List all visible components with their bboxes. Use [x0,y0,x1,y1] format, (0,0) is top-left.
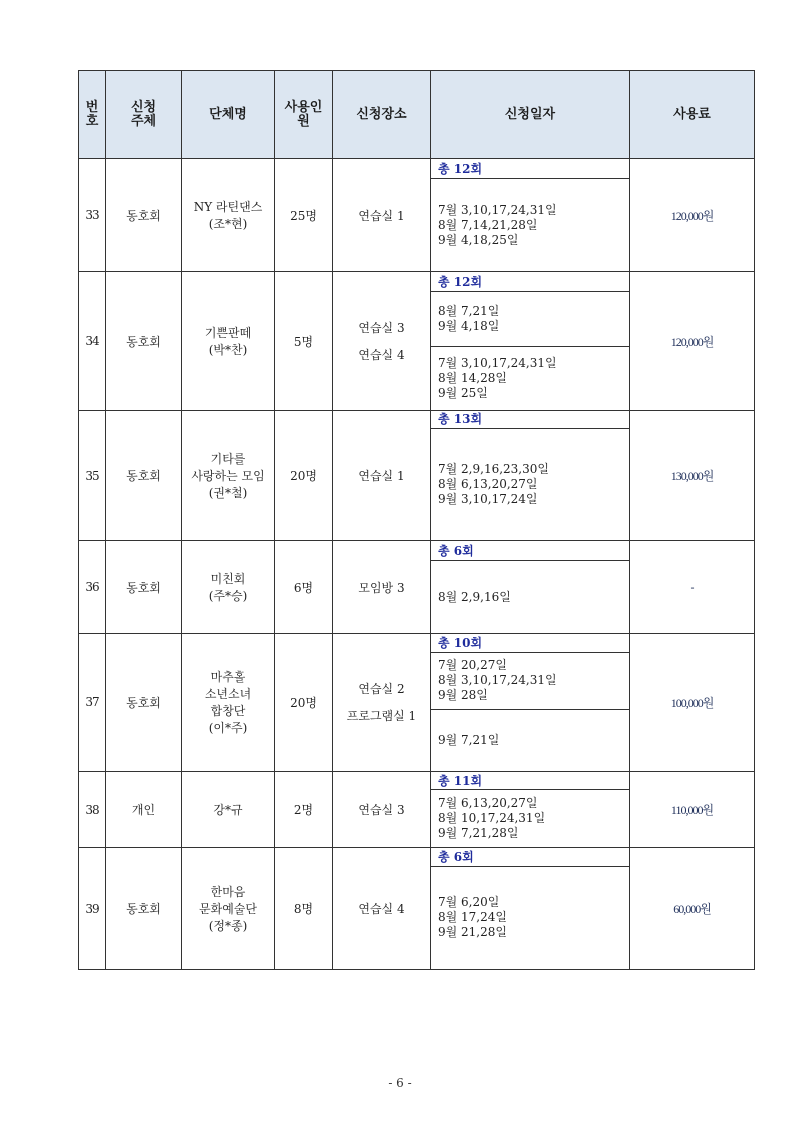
table-row [79,410,755,428]
row-total-count: 총 12회 [431,272,630,292]
row-dates: 7월 20,27일 8월 3,10,17,24,31일 9월 28일 [431,652,630,709]
row-group-name: 기타를 사랑하는 모임 (권*철) [182,410,275,540]
row-dates: 9월 7,21일 [431,709,630,771]
row-group-name: 미친회 (주*승) [182,541,275,633]
table-row [79,633,755,652]
table-row [79,272,755,292]
row-people: 20명 [275,410,333,540]
table-row [79,541,755,561]
row-place: 연습실 2 프로그램실 1 [333,633,431,771]
row-group-name: 한마음 문화예술단 (정*종) [182,848,275,970]
row-dates: 8월 2,9,16일 [431,561,630,633]
header-dates: 신청일자 [431,71,630,159]
row-applicant-type: 동호회 [106,848,182,970]
row-place: 연습실 3 연습실 4 [333,272,431,410]
row-fee: 120,000원 [630,159,755,272]
row-people: 6명 [275,541,333,633]
row-number: 34 [79,272,106,410]
row-place: 모임방 3 [333,541,431,633]
row-dates: 7월 2,9,16,23,30일 8월 6,13,20,27일 9월 3,10,17,24일 [431,428,630,540]
row-dates: 8월 7,21일 9월 4,18일 [431,292,630,346]
row-people: 8명 [275,848,333,970]
table-row [79,772,755,790]
row-applicant-type: 동호회 [106,541,182,633]
row-people: 2명 [275,772,333,848]
row-number: 35 [79,410,106,540]
row-place: 연습실 4 [333,848,431,970]
row-total-count: 총 13회 [431,410,630,428]
row-people: 25명 [275,159,333,272]
row-group-name: 기쁜판떼 (박*찬) [182,272,275,410]
header-group-name: 단체명 [182,71,275,159]
row-dates: 7월 3,10,17,24,31일 8월 14,28일 9월 25일 [431,346,630,410]
page-number: - 6 - [388,1076,412,1090]
header-applicant-type: 신청 주체 [106,71,182,159]
header-fee: 사용료 [630,71,755,159]
row-applicant-type: 동호회 [106,159,182,272]
row-place: 연습실 3 [333,772,431,848]
row-group-name: NY 라틴댄스 (조*현) [182,159,275,272]
table-row [79,848,755,866]
row-fee: 110,000원 [630,772,755,848]
row-applicant-type: 동호회 [106,272,182,410]
row-total-count: 총 6회 [431,541,630,561]
row-people: 20명 [275,633,333,771]
row-applicant-type: 동호회 [106,633,182,771]
header-place: 신청장소 [333,71,431,159]
row-group-name: 마추홀 소년소녀 합창단 (이*주) [182,633,275,771]
header-people: 사용인 원 [275,71,333,159]
rental-schedule-table [78,70,755,970]
row-number: 38 [79,772,106,848]
row-fee: 100,000원 [630,633,755,771]
row-number: 33 [79,159,106,272]
row-total-count: 총 6회 [431,848,630,866]
row-place: 연습실 1 [333,410,431,540]
row-total-count: 총 10회 [431,633,630,652]
row-dates: 7월 6,13,20,27일 8월 10,17,24,31일 9월 7,21,28일 [431,790,630,848]
row-group-name: 강*규 [182,772,275,848]
row-applicant-type: 동호회 [106,410,182,540]
table-row [79,159,755,179]
row-fee: 60,000원 [630,848,755,970]
row-number: 39 [79,848,106,970]
row-dates: 7월 3,10,17,24,31일 8월 7,14,21,28일 9월 4,18,25일 [431,179,630,272]
row-fee: 130,000원 [630,410,755,540]
row-total-count: 총 12회 [431,159,630,179]
row-total-count: 총 11회 [431,772,630,790]
row-fee: - [630,541,755,633]
row-number: 36 [79,541,106,633]
row-people: 5명 [275,272,333,410]
header-row [79,71,755,159]
row-fee: 120,000원 [630,272,755,410]
row-dates: 7월 6,20일 8월 17,24일 9월 21,28일 [431,866,630,970]
row-number: 37 [79,633,106,771]
row-applicant-type: 개인 [106,772,182,848]
row-place: 연습실 1 [333,159,431,272]
header-number: 번 호 [79,71,106,159]
